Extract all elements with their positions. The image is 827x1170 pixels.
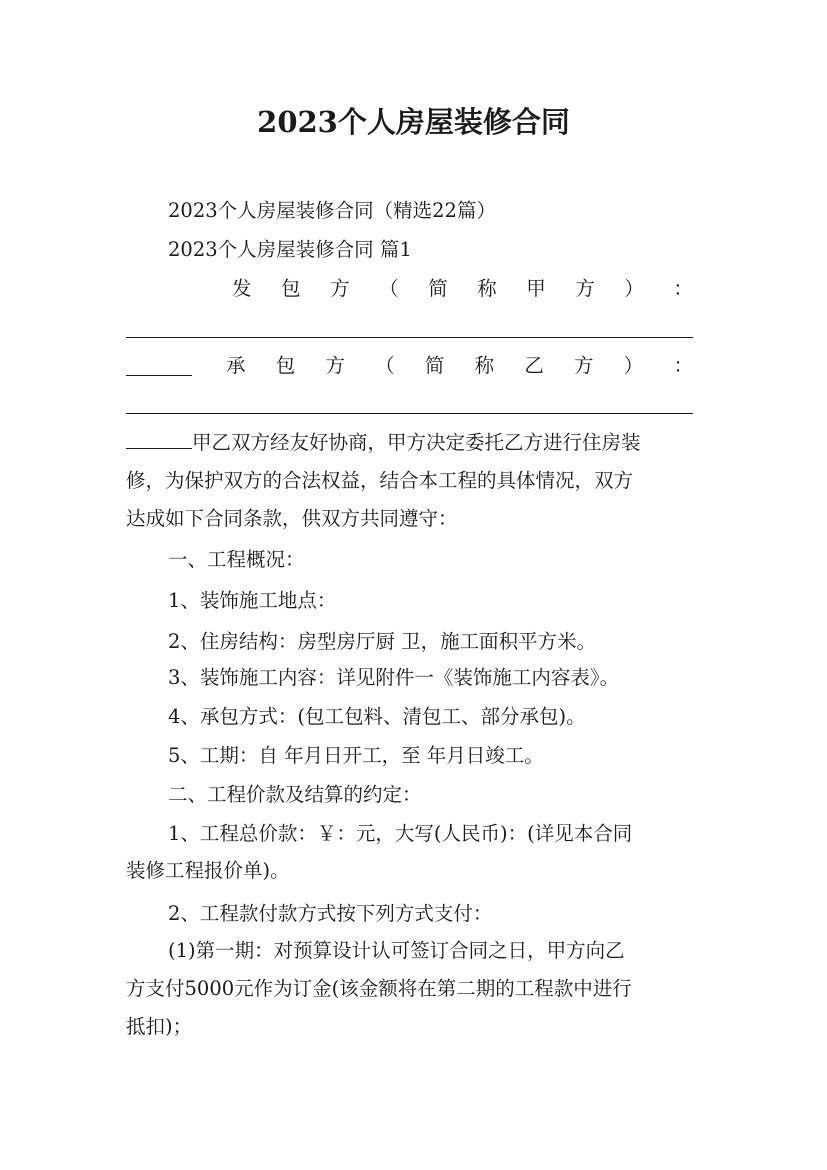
subtitle: 2023个人房屋装修合同（精选22篇） xyxy=(168,199,496,222)
intro-line-2: 修，为保护双方的合法权益，结合本工程的具体情况，双方 xyxy=(126,469,634,492)
document-title: 2023个人房屋装修合同 xyxy=(257,105,570,139)
section-2-payment-1-line-1: (1)第一期：对预算设计认可签订合同之日，甲方向乙 xyxy=(168,939,625,962)
party-b-char: 称 xyxy=(474,354,495,377)
section-1-item-1: 1、装饰施工地点： xyxy=(168,589,337,612)
section-2-payment-1-line-2: 方支付5000元作为订金(该金额将在第二期的工程款中进行 xyxy=(126,977,632,1000)
party-a-char: 方 xyxy=(330,277,350,300)
party-b-blank-line xyxy=(126,413,693,414)
section-1-item-3: 3、装饰施工内容：详见附件一《装饰施工内容表》。 xyxy=(168,666,620,689)
party-b-char: （ xyxy=(375,354,395,377)
party-a-blank-line xyxy=(126,337,693,338)
party-b-char: 乙 xyxy=(524,354,544,377)
party-a-label xyxy=(232,270,693,308)
party-a-char: 简 xyxy=(428,277,448,300)
section-2-heading: 二、工程价款及结算的约定： xyxy=(168,783,422,806)
party-b-char: 简 xyxy=(424,354,445,377)
party-b-char: 方 xyxy=(325,354,345,377)
party-b-char: ： xyxy=(673,354,693,377)
party-b-char: 方 xyxy=(574,354,594,377)
intro-line-1 xyxy=(126,424,701,462)
party-a-char: （ xyxy=(379,277,399,300)
party-a-char: 称 xyxy=(477,277,497,300)
section-1-heading: 一、工程概况： xyxy=(168,548,305,571)
intro-line-3: 达成如下合同条款，供双方共同遵守： xyxy=(126,507,458,530)
intro-text-1: 甲乙双方经友好协商，甲方决定委托乙方进行住房装 xyxy=(192,431,641,454)
party-b-char: 包 xyxy=(275,354,296,377)
section-2-payment-1-line-3: 抵扣)； xyxy=(126,1015,193,1038)
party-a-char: 方 xyxy=(575,277,595,300)
section-2-item-1-line-2: 装修工程报价单)。 xyxy=(126,859,290,882)
party-a-char: 包 xyxy=(281,277,301,300)
party-a-char: 发 xyxy=(232,277,252,300)
party-a-char: ： xyxy=(673,277,693,300)
party-a-char: ） xyxy=(624,277,644,300)
party-b-char: 承 xyxy=(226,354,246,377)
section-2-item-1-line-1: 1、工程总价款：￥：元，大写(人民币)：(详见本合同 xyxy=(168,822,633,845)
party-b-char: ） xyxy=(623,354,644,377)
section-1-item-2: 2、住房结构：房型房厅厨 卫，施工面积平方米。 xyxy=(168,630,597,653)
section-2-item-2: 2、工程款付款方式按下列方式支付： xyxy=(168,902,493,925)
section-1-item-4: 4、承包方式：(包工包料、清包工、部分承包)。 xyxy=(168,705,586,728)
party-b-blank-tail xyxy=(126,428,192,449)
party-a-char: 甲 xyxy=(526,277,546,300)
section-1-item-5: 5、工期：自 年月日开工，至 年月日竣工。 xyxy=(168,744,544,767)
section-heading: 2023个人房屋装修合同 篇1 xyxy=(168,238,412,261)
party-a-blank-tail xyxy=(126,375,192,376)
party-b-label xyxy=(226,347,693,385)
